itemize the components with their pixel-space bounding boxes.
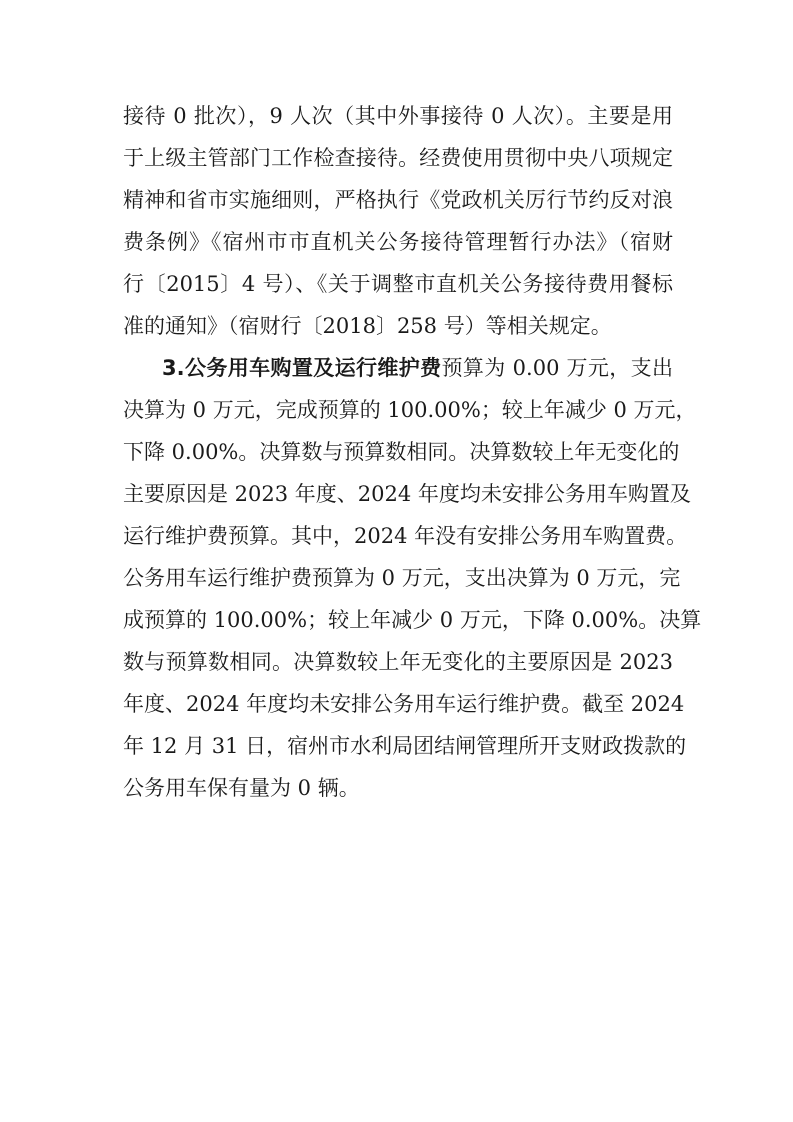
paragraph-2-line-2: 决算为 0 万元，完成预算的 100.00%；较上年减少 0 万元， [123,398,697,422]
paragraph-1-line-5: 行〔2015〕4 号）、《关于调整市直机关公务接待费用餐标 [123,272,673,296]
paragraph-1-line-6: 准的通知》（宿财行〔2018〕258 号）等相关规定。 [123,314,612,338]
paragraph-2-line-9: 年度、2024 年度均未安排公务用车运行维护费。截至 2024 [123,692,685,716]
paragraph-2-line-3: 下降 0.00%。决算数与预算数相同。决算数较上年无变化的 [123,440,680,464]
paragraph-2-line-1-text: 预算为 0.00 万元，支出 [441,356,674,380]
paragraph-2-line-5: 运行维护费预算。其中，2024 年没有安排公务用车购置费。 [123,524,688,548]
paragraph-1-line-1: 接待 0 批次），9 人次（其中外事接待 0 人次）。主要是用 [123,104,673,128]
paragraph-2-line-4: 主要原因是 2023 年度、2024 年度均未安排公务用车购置及 [123,482,691,506]
paragraph-2-line-11: 公务用车保有量为 0 辆。 [123,776,360,800]
section-heading: 3.公务用车购置及运行维护费 [162,356,442,380]
paragraph-1-line-2: 于上级主管部门工作检查接待。经费使用贯彻中央八项规定 [123,146,673,170]
paragraph-2-line-10: 年 12 月 31 日，宿州市水利局团结闸管理所开支财政拨款的 [123,734,687,758]
paragraph-1-line-4: 费条例》《宿州市市直机关公务接待管理暂行办法》（宿财 [123,230,673,254]
paragraph-2-line-1 [162,352,673,384]
paragraph-2-line-7: 成预算的 100.00%；较上年减少 0 万元，下降 0.00%。决算 [123,608,702,632]
paragraph-2-line-6: 公务用车运行维护费预算为 0 万元，支出决算为 0 万元，完 [123,566,681,590]
paragraph-1-line-3: 精神和省市实施细则，严格执行《党政机关厉行节约反对浪 [123,188,673,212]
paragraph-2-line-8: 数与预算数相同。决算数较上年无变化的主要原因是 2023 [123,650,673,674]
